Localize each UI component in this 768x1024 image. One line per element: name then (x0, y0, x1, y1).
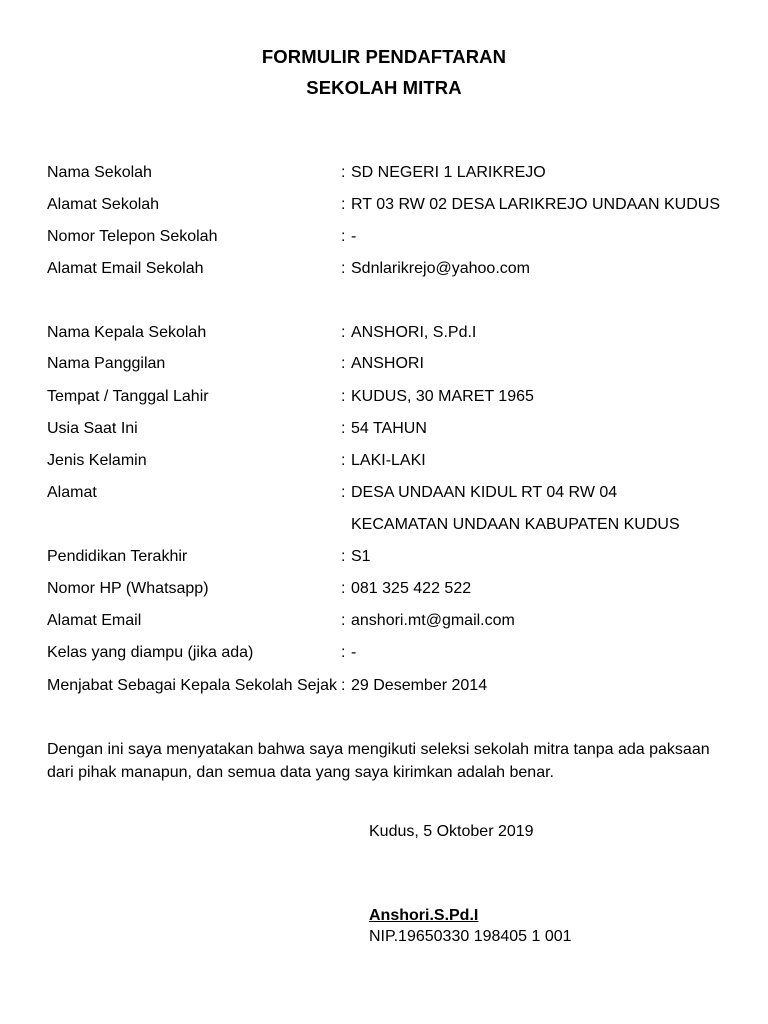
field-label: Alamat Email Sekolah (47, 260, 204, 277)
field-label: Menjabat Sebagai Kepala Sekolah Sejak (47, 677, 337, 694)
field-colon: : (341, 388, 346, 405)
field-label: Alamat Email (47, 612, 142, 629)
field-value: - (351, 228, 357, 245)
field-colon: : (341, 452, 346, 469)
field-label: Nomor HP (Whatsapp) (47, 580, 209, 597)
field-value: ANSHORI, S.Pd.I (351, 324, 477, 341)
field-colon: : (341, 228, 346, 245)
field-value: KUDUS, 30 MARET 1965 (351, 388, 534, 405)
field-label: Usia Saat Ini (47, 420, 138, 437)
field-value: S1 (351, 548, 371, 565)
field-colon: : (341, 484, 346, 501)
signer-name: Anshori.S.Pd.I (369, 907, 479, 924)
field-colon: : (341, 260, 346, 277)
field-value: 54 TAHUN (351, 420, 427, 437)
field-colon: : (341, 164, 346, 181)
field-value: - (351, 644, 357, 661)
field-colon: : (341, 644, 346, 661)
form-subtitle: SEKOLAH MITRA (306, 77, 462, 98)
signer-nip: NIP.19650330 198405 1 001 (369, 928, 572, 945)
field-colon: : (341, 548, 346, 565)
field-colon: : (341, 355, 346, 372)
field-colon: : (341, 196, 346, 213)
field-colon: : (341, 324, 346, 341)
field-label: Alamat Sekolah (47, 196, 160, 213)
field-value: Sdnlarikrejo@yahoo.com (351, 260, 530, 277)
field-label: Alamat (47, 484, 97, 501)
field-label: Nama Panggilan (47, 355, 166, 372)
field-value: RT 03 RW 02 DESA LARIKREJO UNDAAN KUDUS (351, 196, 720, 213)
field-value: ANSHORI (351, 355, 424, 372)
form-title: FORMULIR PENDAFTARAN (261, 46, 507, 67)
field-label: Nama Kepala Sekolah (47, 324, 207, 341)
field-value: LAKI-LAKI (351, 452, 426, 469)
field-label: Nomor Telepon Sekolah (47, 228, 218, 245)
field-colon: : (341, 580, 346, 597)
field-label: Pendidikan Terakhir (47, 548, 188, 565)
declaration-statement: Dengan ini saya menyatakan bahwa saya mengikuti seleksi sekolah mitra tanpa ada paksaan dari pihak manapun, dan semua data yang saya kirimkan adalah benar. (47, 741, 710, 781)
field-colon: : (341, 677, 346, 694)
field-label: Kelas yang diampu (jika ada) (47, 644, 254, 661)
field-value: anshori.mt@gmail.com (351, 612, 515, 629)
field-colon: : (341, 420, 346, 437)
field-label: Tempat / Tanggal Lahir (47, 388, 209, 405)
field-label: Jenis Kelamin (47, 452, 147, 469)
field-value: SD NEGERI 1 LARIKREJO (351, 164, 546, 181)
address-continuation: KECAMATAN UNDAAN KABUPATEN KUDUS (351, 516, 680, 533)
field-colon: : (341, 612, 346, 629)
field-value: 29 Desember 2014 (351, 677, 488, 694)
field-label: Nama Sekolah (47, 164, 152, 181)
place-date: Kudus, 5 Oktober 2019 (369, 823, 534, 840)
field-value: DESA UNDAAN KIDUL RT 04 RW 04 (351, 484, 618, 501)
field-value: 081 325 422 522 (351, 580, 472, 597)
